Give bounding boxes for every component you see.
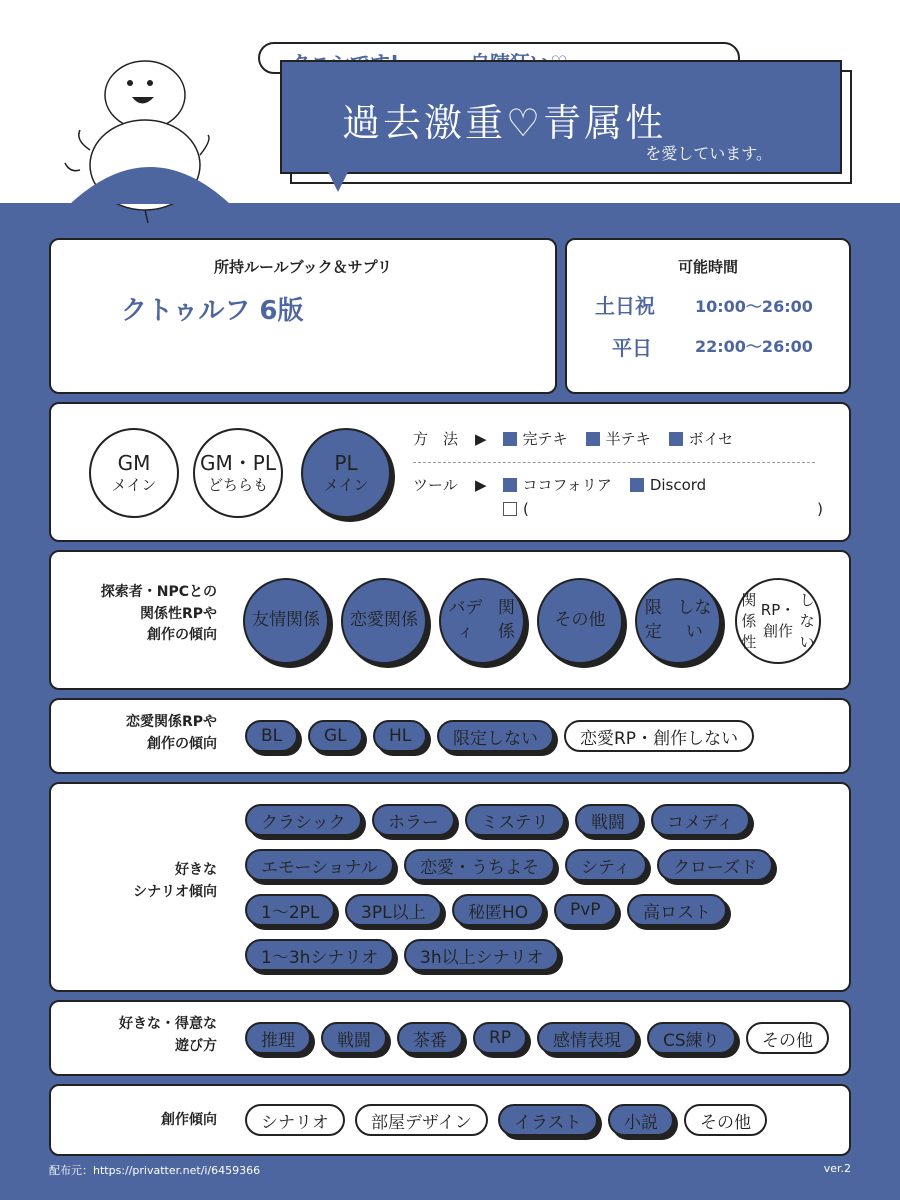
relation-option[interactable] <box>635 578 721 664</box>
relation-label <box>101 582 217 647</box>
checkbox-icon <box>630 478 644 492</box>
role-gm-l1: GM <box>117 451 151 476</box>
tool-label: ツール <box>413 476 458 494</box>
play-label <box>119 1014 217 1057</box>
play-option[interactable]: その他 <box>746 1022 829 1054</box>
header-curve <box>70 140 230 204</box>
play-option[interactable]: RP <box>473 1022 527 1054</box>
bubble-tail <box>328 172 348 192</box>
scenario-option[interactable]: 1～3hシナリオ <box>245 939 394 971</box>
arrow-icon: ▶ <box>475 429 487 448</box>
scenario-option[interactable]: 3PL以上 <box>345 894 442 926</box>
checkbox-icon <box>586 432 600 446</box>
method-option[interactable] <box>586 428 651 449</box>
time-hours-2: 22:00～26:00 <box>695 337 813 356</box>
method-label-0: 完テキ <box>522 430 568 448</box>
relation-option-text: 限定 <box>644 598 662 642</box>
scenario-option[interactable]: クラシック <box>245 804 362 836</box>
romance-option[interactable]: HL <box>373 720 427 752</box>
relation-option-text: 関係 <box>286 610 320 631</box>
checkbox-icon <box>503 502 517 516</box>
relation-option[interactable] <box>735 578 821 664</box>
scenario-option[interactable]: ミステリ <box>465 804 565 836</box>
creative-option[interactable]: 部屋デザイン <box>355 1104 488 1136</box>
arrow-icon: ▶ <box>475 475 487 494</box>
romance-label <box>126 712 217 755</box>
romance-label-line: 創作の傾向 <box>147 735 217 752</box>
relation-option[interactable] <box>439 578 525 664</box>
scenario-option[interactable]: 1～2PL <box>245 894 335 926</box>
role-gm-l2: メイン <box>111 476 157 495</box>
method-row <box>413 428 751 449</box>
relation-option-text: 関係 <box>384 610 418 631</box>
paren-open: ( <box>523 500 529 518</box>
role-gm-pl[interactable] <box>193 428 283 518</box>
role-gm[interactable] <box>89 428 179 518</box>
romance-card <box>49 698 851 774</box>
rulebook-heading: 所持ルールブック＆サプリ <box>213 258 393 276</box>
time-day-1: 土日祝 <box>595 294 655 318</box>
role-pl-l2: メイン <box>323 476 369 495</box>
play-label-line: 遊び方 <box>175 1037 217 1054</box>
time-hours-1: 10:00～26:00 <box>695 297 813 316</box>
role-card <box>49 402 851 542</box>
scenario-option[interactable]: 戦闘 <box>575 804 641 836</box>
relation-option-text: その他 <box>554 610 606 631</box>
method-label: 方 法 <box>413 430 459 448</box>
method-option[interactable] <box>669 428 734 449</box>
role-gmpl-l1: GM・PL <box>200 451 276 476</box>
scenario-label <box>133 860 217 903</box>
tool-other-row[interactable] <box>503 500 823 518</box>
relation-card <box>49 550 851 690</box>
scenario-option[interactable]: コメディ <box>651 804 750 836</box>
page-title: 過去激重♡青属性 <box>342 101 667 145</box>
time-heading: 可能時間 <box>677 258 738 276</box>
romance-option[interactable]: 恋愛RP・創作しない <box>564 720 754 752</box>
creative-option[interactable]: 小説 <box>608 1104 674 1136</box>
romance-option[interactable]: 限定しない <box>437 720 554 752</box>
creative-option[interactable]: シナリオ <box>245 1104 345 1136</box>
role-pl-l1: PL <box>334 451 358 476</box>
title-box <box>280 60 842 174</box>
relation-option-text: しない <box>799 590 815 651</box>
play-option[interactable]: 感情表現 <box>537 1022 637 1054</box>
scenario-option[interactable]: クローズド <box>657 849 773 881</box>
tool-label-0: ココフォリア <box>522 476 612 494</box>
page-subtitle: を愛しています。 <box>645 144 772 163</box>
scenario-option[interactable]: エモーショナル <box>245 849 394 881</box>
relation-option[interactable] <box>243 578 329 664</box>
scenario-label-line: 好きな <box>175 862 217 878</box>
method-option[interactable] <box>503 428 568 449</box>
romance-option[interactable]: GL <box>308 720 363 752</box>
time-day-2: 平日 <box>612 336 652 360</box>
creative-option[interactable]: その他 <box>684 1104 767 1136</box>
relation-label-line: 関係性RPや <box>139 605 217 622</box>
relation-label-line: 創作の傾向 <box>147 627 217 644</box>
play-option[interactable]: 戦闘 <box>321 1022 387 1054</box>
tool-option[interactable] <box>503 474 612 495</box>
scenario-option[interactable]: 恋愛・うちよそ <box>404 849 555 881</box>
play-option[interactable]: CS練り <box>647 1022 736 1054</box>
play-option[interactable]: 茶番 <box>397 1022 463 1054</box>
scenario-label-line: シナリオ傾向 <box>133 883 217 900</box>
version-label: ver.2 <box>823 1162 851 1175</box>
romance-label-line: 恋愛関係RPや <box>125 714 217 730</box>
role-pl[interactable] <box>301 428 391 518</box>
method-label-1: 半テキ <box>605 430 651 448</box>
paren-close: ) <box>817 500 823 518</box>
scenario-option[interactable]: 3h以上シナリオ <box>404 939 559 971</box>
method-label-2: ボイセ <box>688 430 734 448</box>
creative-label: 創作傾向 <box>161 1112 217 1128</box>
relation-option-text: 友情 <box>252 610 286 631</box>
scenario-option[interactable]: 高ロスト <box>627 894 727 926</box>
relation-option-text: 恋愛 <box>350 610 384 631</box>
play-card <box>49 1000 851 1076</box>
role-gmpl-l2: どちらも <box>207 476 268 495</box>
relation-option[interactable] <box>341 578 427 664</box>
checkbox-icon <box>503 478 517 492</box>
relation-option-text: RP・創作 <box>760 601 796 640</box>
divider <box>413 462 815 463</box>
source-link[interactable]: 配布元：https://privatter.net/i/6459366 <box>49 1164 261 1177</box>
checkbox-icon <box>503 432 517 446</box>
relation-option[interactable] <box>537 578 623 664</box>
romance-option[interactable]: BL <box>245 720 298 752</box>
relation-option-text: しない <box>677 598 712 642</box>
relation-option-text: 関係 <box>497 598 515 642</box>
play-label-line: 好きな・得意な <box>119 1016 217 1032</box>
scenario-option[interactable]: PvP <box>554 894 617 926</box>
scenario-option[interactable]: 秘匿HO <box>452 894 544 926</box>
relation-label-line: 探索者・NPCとの <box>100 584 217 600</box>
time-card <box>565 238 851 394</box>
checkbox-icon <box>669 432 683 446</box>
rulebook-value: クトゥルフ 6版 <box>121 296 304 326</box>
scenario-option[interactable]: ホラー <box>372 804 455 836</box>
tool-label-1: Discord <box>649 475 707 494</box>
relation-option-text: バディ <box>448 598 483 642</box>
rulebook-card <box>49 238 557 394</box>
tool-option[interactable] <box>630 476 706 494</box>
play-option[interactable]: 推理 <box>245 1022 311 1054</box>
scenario-card <box>49 782 851 992</box>
creative-option[interactable]: イラスト <box>498 1104 598 1136</box>
scenario-option[interactable]: シティ <box>565 849 647 881</box>
creative-card <box>49 1084 851 1156</box>
relation-option-text: 関係性 <box>741 590 757 651</box>
tool-row <box>413 474 724 495</box>
